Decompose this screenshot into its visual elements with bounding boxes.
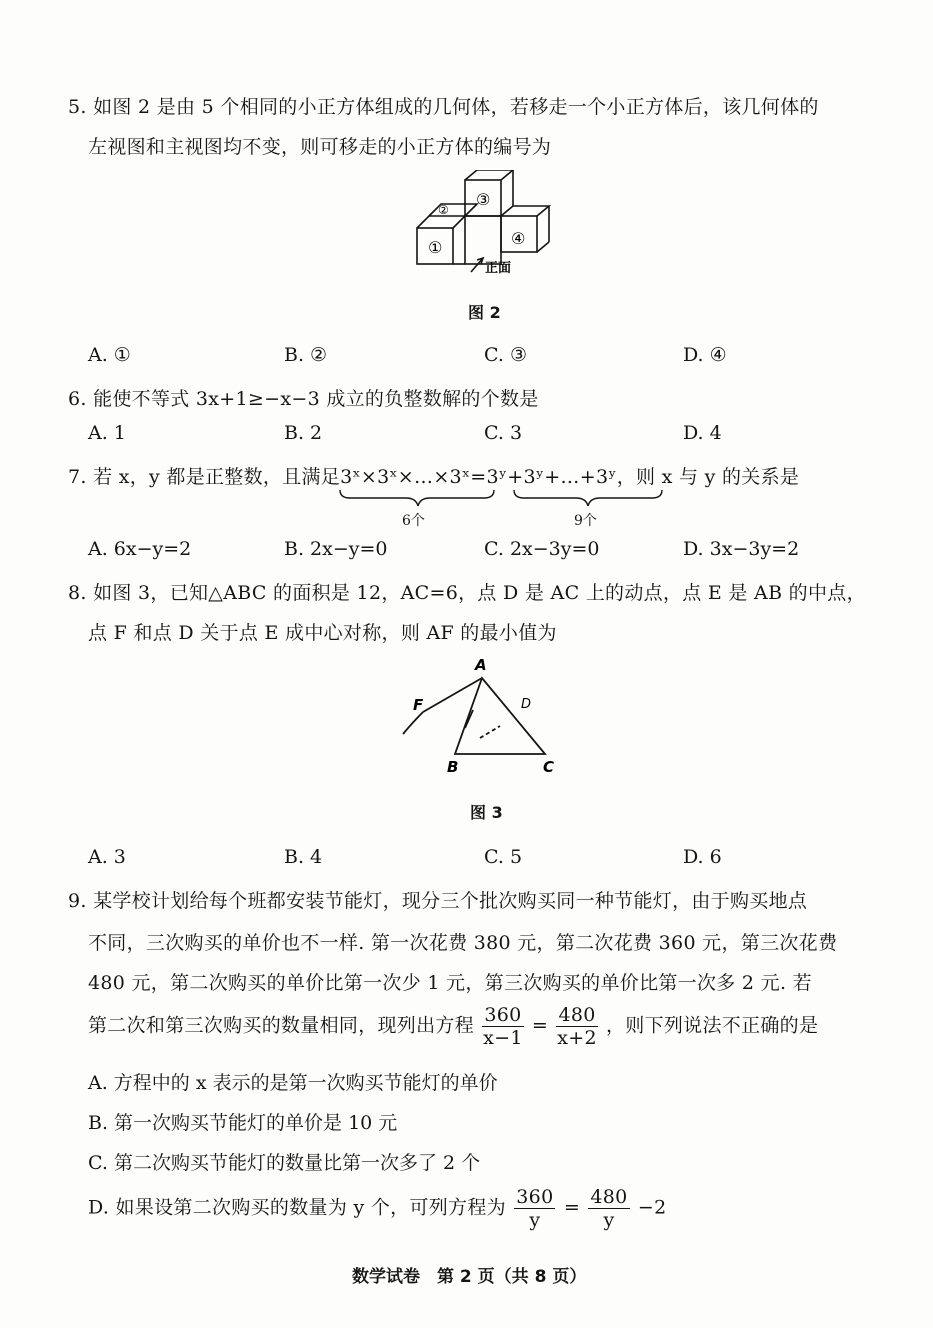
q9-option-c: C. 第二次购买节能灯的数量比第一次多了 2 个 <box>88 1152 481 1174</box>
q8-option-a: A. 3 <box>88 846 126 868</box>
q6-option-b: B. 2 <box>284 422 323 444</box>
point-f-label: F <box>413 696 424 714</box>
q9-fraction-1-denominator: x−1 <box>483 1027 523 1049</box>
q7-option-d: D. 3x−3y=2 <box>683 538 800 560</box>
point-a-label: A <box>475 656 487 674</box>
q9-option-d-fraction-2-denominator: y <box>603 1209 615 1231</box>
q6-line1: 6. 能使不等式 3x+1≥−x−3 成立的负整数解的个数是 <box>68 388 539 410</box>
q9-line1: 9. 某学校计划给每个班都安装节能灯，现分三个批次购买同一种节能灯，由于购买地点 <box>68 890 808 912</box>
q7-right-count: 9个 <box>574 513 597 529</box>
q8-line2: 点 F 和点 D 关于点 E 成中心对称，则 AF 的最小值为 <box>88 622 557 644</box>
page-footer: 数学试卷 第 2 页（共 8 页） <box>352 1267 587 1287</box>
front-label: 正面 <box>485 261 512 276</box>
cube-label-2: ② <box>438 203 449 217</box>
q5-option-b: B. ② <box>284 344 328 366</box>
q8-line1: 8. 如图 3，已知△ABC 的面积是 12，AC=6，点 D 是 AC 上的动点，点 E 是 AB 的中点， <box>68 582 866 604</box>
q7-prefix: 7. 若 x，y 都是正整数，且满足 <box>68 466 341 488</box>
q7-equals: = <box>470 466 487 488</box>
q7-line1 <box>68 462 799 489</box>
q9-option-d-equals: = <box>563 1196 581 1219</box>
q7-left-count: 6个 <box>402 513 425 529</box>
q9-option-d <box>88 1186 667 1231</box>
figure-2-caption: 图 2 <box>468 303 501 322</box>
q9-option-b: B. 第一次购买节能灯的单价是 10 元 <box>88 1112 398 1134</box>
point-d-label: D <box>521 697 532 712</box>
q6-option-c: C. 3 <box>484 422 523 444</box>
point-c-label: C <box>543 758 555 776</box>
q7-option-a: A. 6x−y=2 <box>88 538 192 560</box>
q9-fraction-1-numerator: 360 <box>484 1004 522 1026</box>
q5-line1: 5. 如图 2 是由 5 个相同的小正方体组成的几何体，若移走一个小正方体后，该几何体的 <box>68 96 819 118</box>
q5-option-c: C. ③ <box>484 344 527 366</box>
q9-fraction-2-numerator: 480 <box>558 1004 596 1026</box>
q7-left-expr: 3ˣ×3ˣ×…×3ˣ <box>340 466 471 488</box>
q9-option-d-fraction-1-denominator: y <box>529 1209 541 1231</box>
q9-option-d-fraction-2-numerator: 480 <box>590 1186 628 1208</box>
q7-suffix: ，则 x 与 y 的关系是 <box>616 466 800 488</box>
q9-equals: = <box>531 1014 549 1037</box>
q5-option-d: D. ④ <box>683 344 727 366</box>
q9-option-a: A. 方程中的 x 表示的是第一次购买节能灯的单价 <box>88 1072 498 1094</box>
q9-fraction-2 <box>556 1004 597 1049</box>
q8-option-b: B. 4 <box>284 846 323 868</box>
q9-option-d-prefix: D. 如果设第二次购买的数量为 y 个，可列方程为 <box>88 1196 506 1219</box>
point-b-label: B <box>447 758 459 776</box>
q6-option-d: D. 4 <box>683 422 722 444</box>
cube-label-4: ④ <box>511 229 526 248</box>
q9-option-d-fraction-2 <box>588 1186 629 1231</box>
q9-line4-prefix: 第二次和第三次购买的数量相同，现列出方程 <box>88 1014 475 1037</box>
q9-line4 <box>88 1004 818 1049</box>
q9-fraction-1 <box>482 1004 523 1049</box>
q7-option-c: C. 2x−3y=0 <box>484 538 600 560</box>
q7-option-b: B. 2x−y=0 <box>284 538 388 560</box>
cube-label-3: ③ <box>476 190 491 209</box>
q9-option-d-suffix: −2 <box>637 1196 667 1219</box>
q9-option-d-fraction-1 <box>514 1186 555 1231</box>
figure-3-triangle <box>395 650 570 780</box>
figure-2-cubes <box>405 170 575 280</box>
q9-line2: 不同，三次购买的单价也不一样. 第一次花费 380 元，第二次花费 360 元，第三次花费 <box>88 932 838 954</box>
q9-line4-suffix: ，则下列说法不正确的是 <box>605 1014 819 1037</box>
q9-option-d-fraction-1-numerator: 360 <box>516 1186 554 1208</box>
q5-line2: 左视图和主视图均不变，则可移走的小正方体的编号为 <box>88 136 552 158</box>
q7-braces <box>336 488 676 508</box>
q9-line3: 480 元，第二次购买的单价比第一次少 1 元，第三次购买的单价比第一次多 2 元. 若 <box>88 972 812 994</box>
q7-right-expr: 3ʸ+3ʸ+…+3ʸ <box>486 466 617 488</box>
figure-3-caption: 图 3 <box>470 803 503 822</box>
q8-option-c: C. 5 <box>484 846 523 868</box>
cube-label-1: ① <box>428 238 443 257</box>
q6-option-a: A. 1 <box>88 422 126 444</box>
q9-fraction-2-denominator: x+2 <box>557 1027 597 1049</box>
q8-option-d: D. 6 <box>683 846 722 868</box>
q5-option-a: A. ① <box>88 344 131 366</box>
